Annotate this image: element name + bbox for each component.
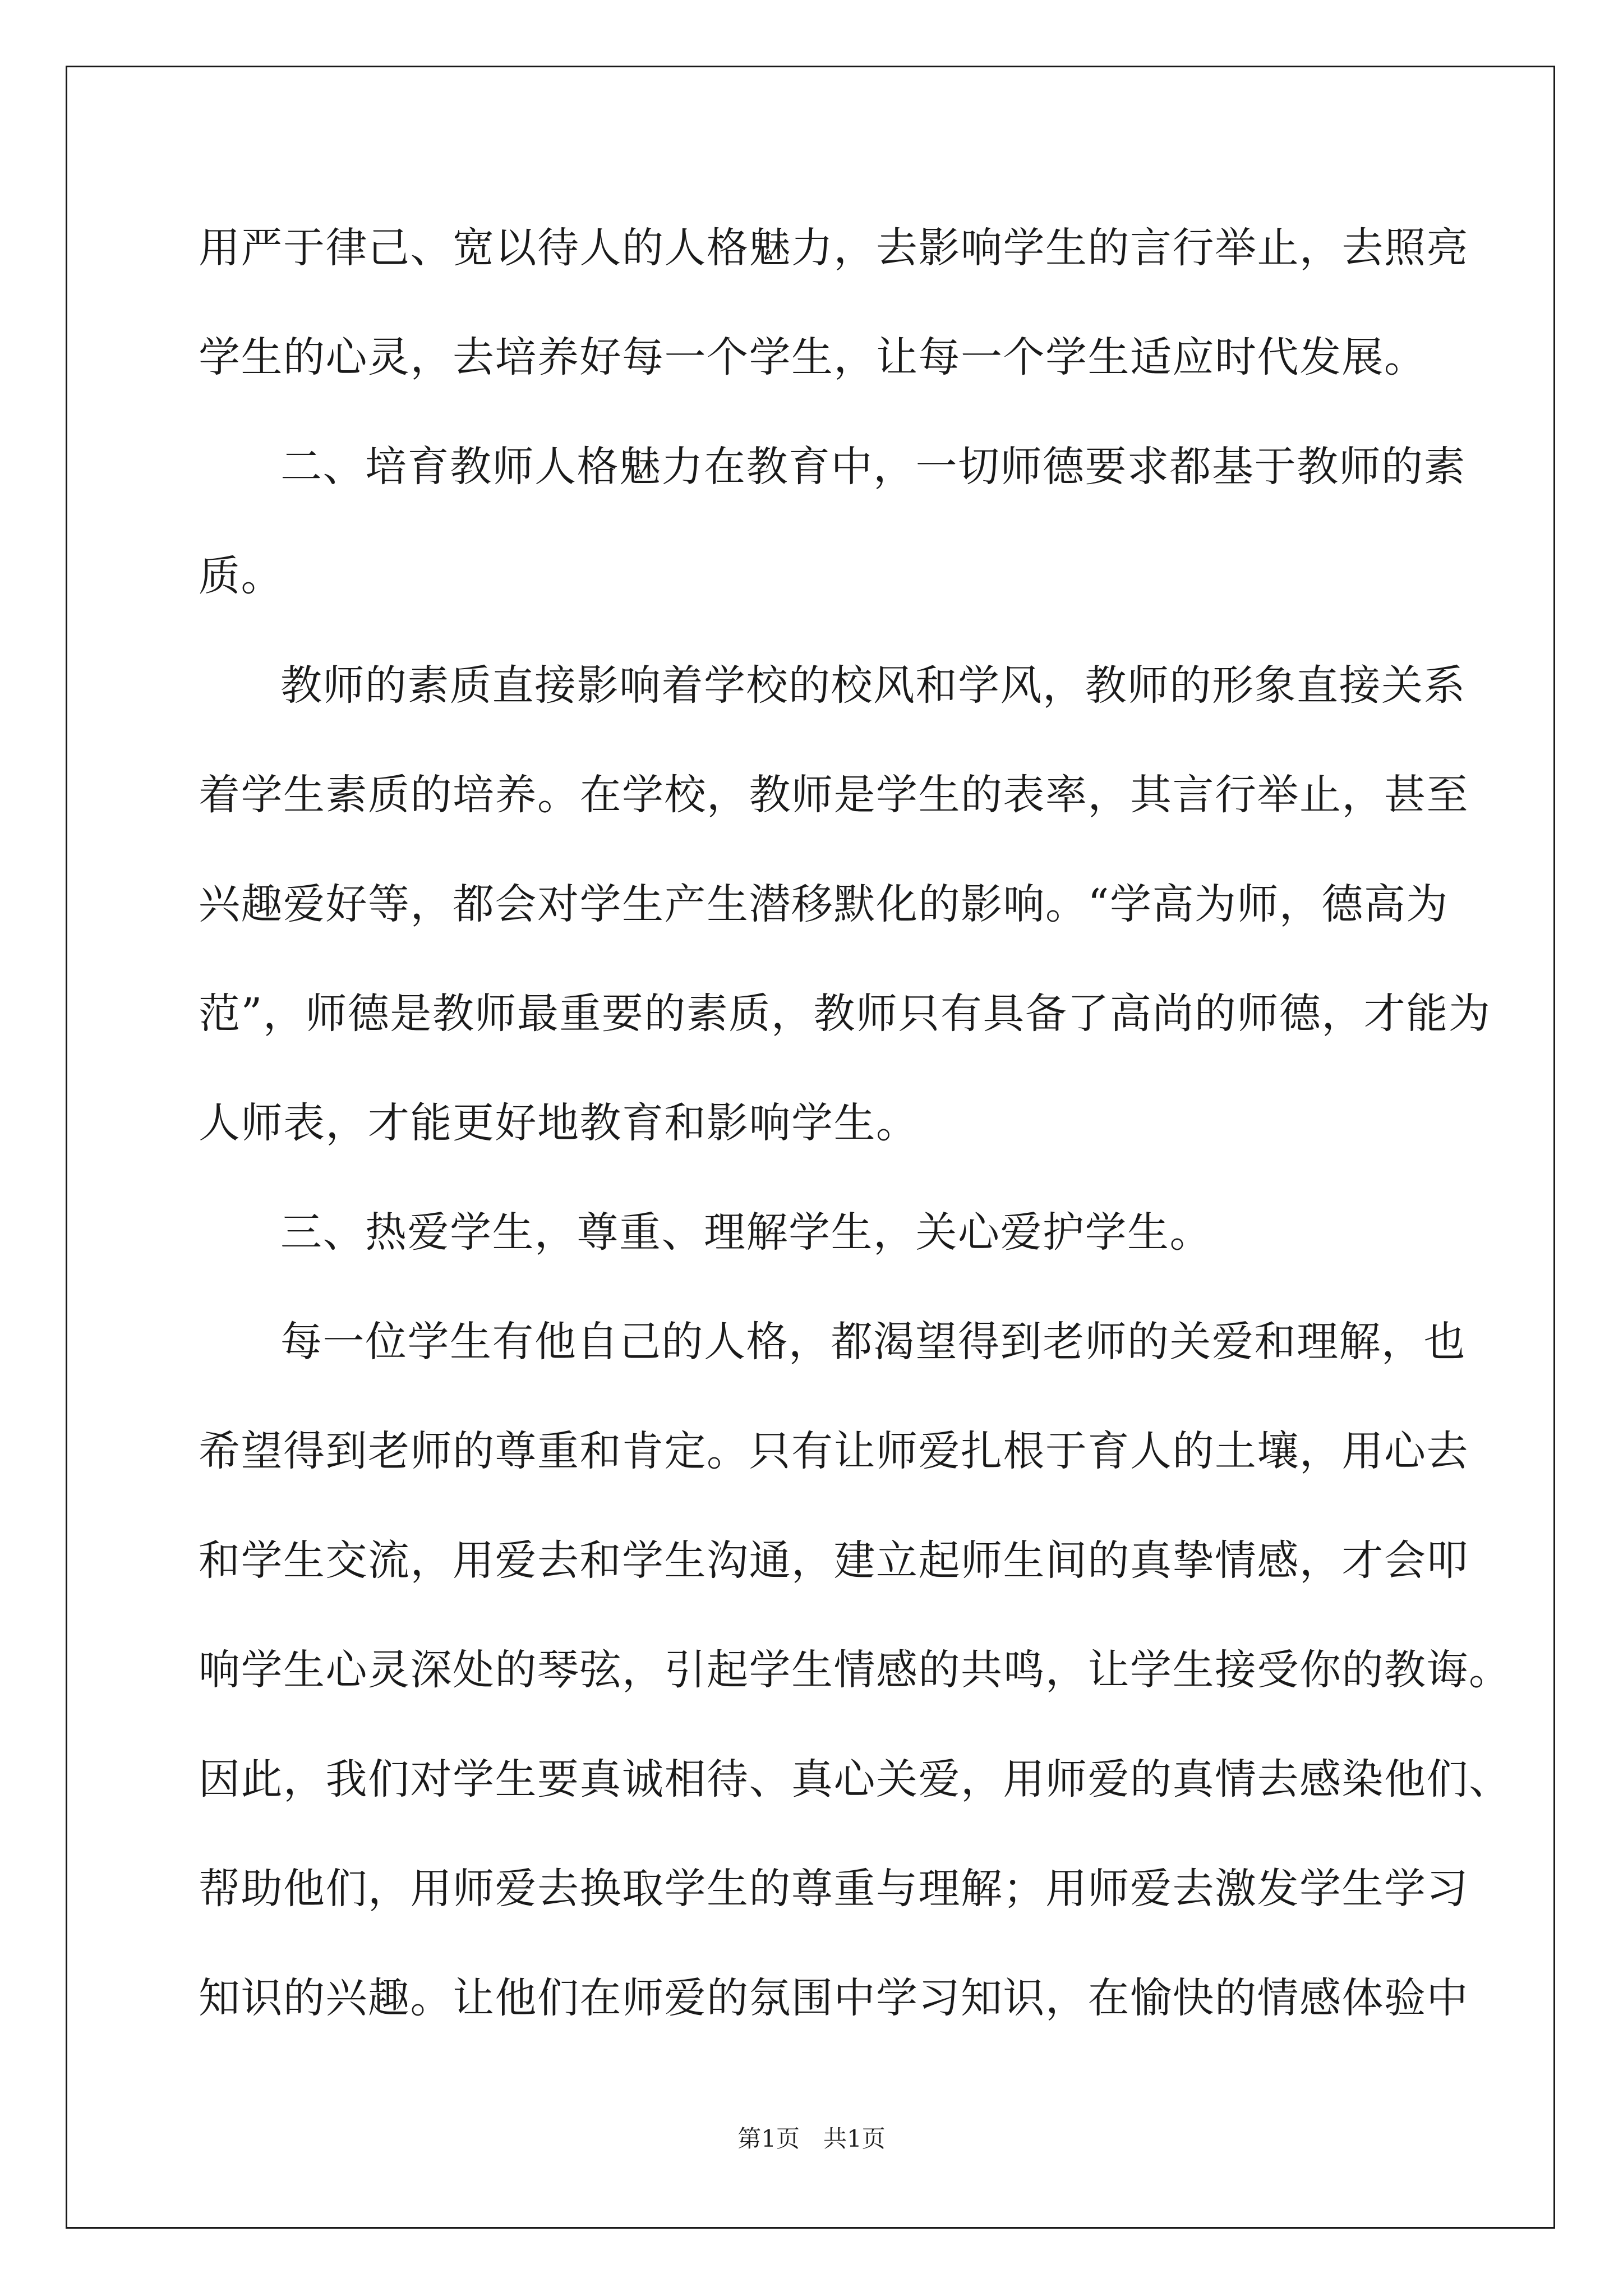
paragraph-line: 人师表，才能更好地教育和影响学生。 <box>199 1099 919 1147</box>
paragraph-line: 用严于律己、宽以待人的人格魅力，去影响学生的言行举止，去照亮 <box>199 224 1469 272</box>
paragraph-line: 因此，我们对学生要真诚相待、真心关爱，用师爱的真情去感染他们、 <box>199 1755 1511 1803</box>
section-heading-line: 二、培育教师人格魅力在教育中，一切师德要求都基于教师的素 <box>280 443 1466 491</box>
paragraph-line: 知识的兴趣。让他们在师爱的氛围中学习知识，在愉快的情感体验中 <box>199 1974 1469 2022</box>
paragraph-line: 帮助他们，用师爱去换取学生的尊重与理解；用师爱去激发学生学习 <box>199 1865 1469 1913</box>
paragraph-line: 范”，师德是教师最重要的素质，教师只有具备了高尚的师德，才能为 <box>199 990 1491 1038</box>
section-heading-line: 质。 <box>199 552 283 600</box>
paragraph-line: 着学生素质的培养。在学校，教师是学生的表率，其言行举止，甚至 <box>199 771 1469 819</box>
paragraph-line: 每一位学生有他自己的人格，都渴望得到老师的关爱和理解，也 <box>280 1318 1466 1366</box>
paragraph-line: 兴趣爱好等，都会对学生产生潜移默化的影响。“学高为师，德高为 <box>199 880 1449 928</box>
section-heading-line: 三、热爱学生，尊重、理解学生，关心爱护学生。 <box>280 1208 1212 1257</box>
paragraph-line: 和学生交流，用爱去和学生沟通，建立起师生间的真挚情感，才会叩 <box>199 1536 1469 1585</box>
paragraph-line: 希望得到老师的尊重和肯定。只有让师爱扎根于育人的土壤，用心去 <box>199 1427 1469 1475</box>
page-number-footer: 第1页 共1页 <box>737 2125 886 2152</box>
paragraph-line: 响学生心灵深处的琴弦，引起学生情感的共鸣，让学生接受你的教诲。 <box>199 1646 1511 1694</box>
paragraph-line: 学生的心灵，去培养好每一个学生，让每一个学生适应时代发展。 <box>199 333 1427 381</box>
paragraph-line: 教师的素质直接影响着学校的校风和学风，教师的形象直接关系 <box>280 661 1466 710</box>
